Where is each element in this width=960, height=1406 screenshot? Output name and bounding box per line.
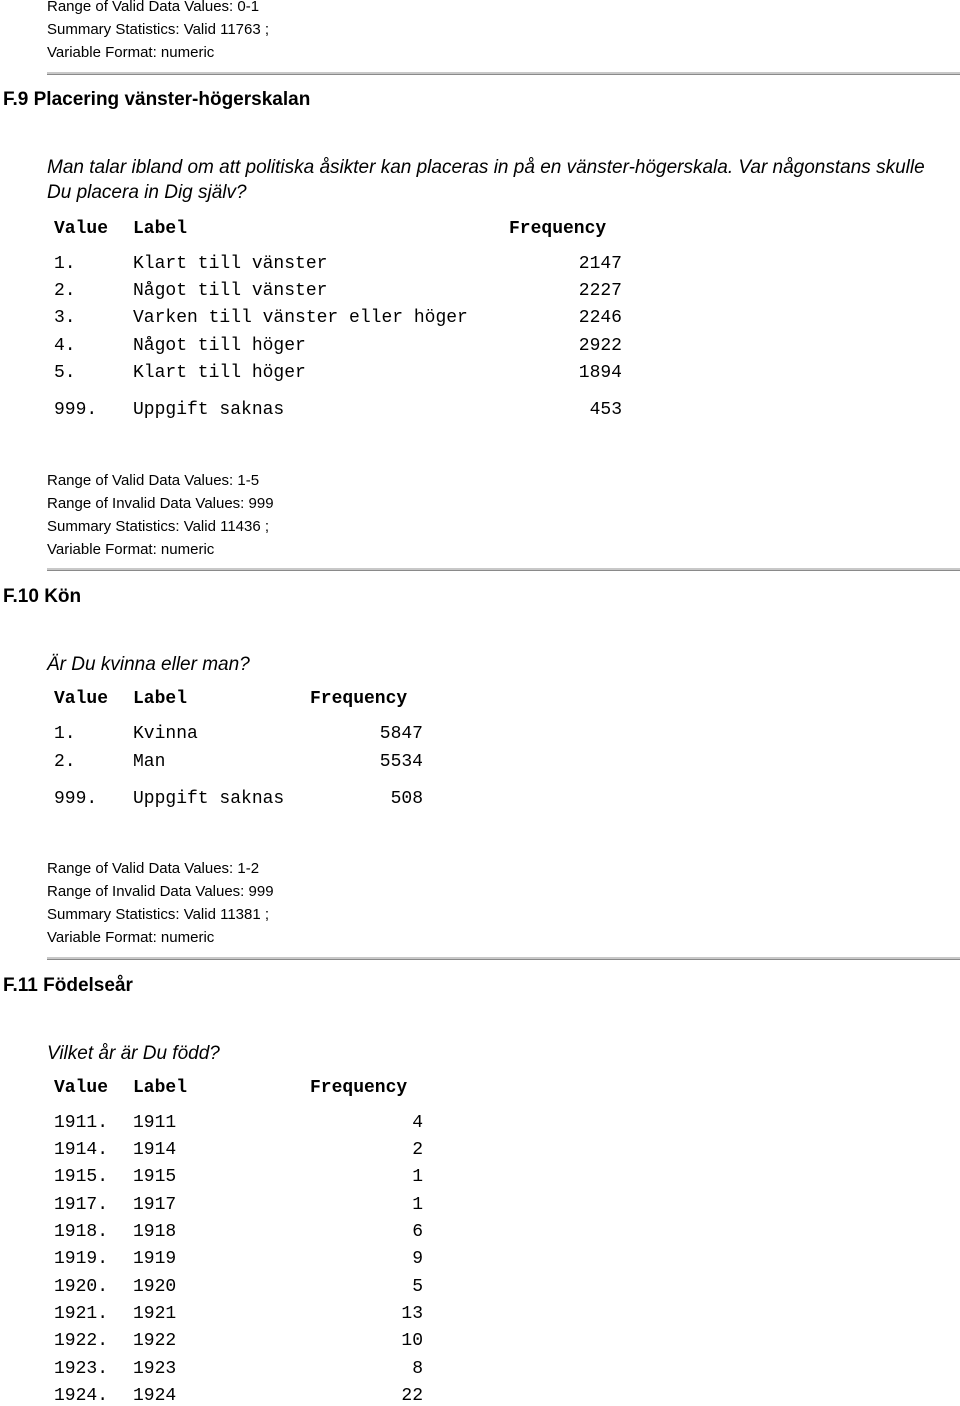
table-cell-frequency: 5847 bbox=[379, 724, 423, 744]
table-cell-label: Kvinna bbox=[133, 724, 198, 744]
column-header-frequency: Frequency bbox=[509, 219, 607, 239]
table-cell-frequency: 5 bbox=[412, 1277, 423, 1297]
table-cell-value: 3. bbox=[54, 308, 76, 328]
table-cell-frequency: 22 bbox=[401, 1386, 423, 1406]
table-cell-value: 2. bbox=[54, 752, 76, 772]
table-cell-frequency: 1 bbox=[412, 1195, 423, 1215]
table-cell-label: 1918 bbox=[133, 1222, 177, 1242]
table-cell-label: Uppgift saknas bbox=[133, 400, 285, 420]
table-cell-value: 1922. bbox=[54, 1331, 109, 1351]
section-heading-f10: F.10 Kön bbox=[3, 586, 82, 607]
table-cell-label: Klart till vänster bbox=[133, 254, 328, 274]
table-cell-value: 1. bbox=[54, 724, 76, 744]
variable-meta-f10 bbox=[47, 857, 274, 949]
table-cell-label: 1915 bbox=[133, 1167, 177, 1187]
meta-line: Summary Statistics: Valid 11436 ; bbox=[47, 518, 270, 535]
table-cell-label: Varken till vänster eller höger bbox=[133, 308, 468, 328]
table-cell-label: 1921 bbox=[133, 1304, 177, 1324]
column-header-value: Value bbox=[54, 219, 109, 239]
section-heading-f11: F.11 Födelseår bbox=[3, 975, 133, 996]
meta-line: Summary Statistics: Valid 11381 ; bbox=[47, 906, 270, 923]
table-cell-value: 1918. bbox=[54, 1222, 109, 1242]
table-cell-label: Uppgift saknas bbox=[133, 789, 285, 809]
table-cell-frequency: 10 bbox=[401, 1331, 423, 1351]
table-cell-frequency: 2 bbox=[412, 1140, 423, 1160]
meta-line: Variable Format: numeric bbox=[47, 541, 215, 558]
table-cell-frequency: 508 bbox=[390, 789, 423, 809]
table-cell-value: 1924. bbox=[54, 1386, 109, 1406]
table-cell-value: 2. bbox=[54, 281, 76, 301]
question-f10: Är Du kvinna eller man? bbox=[47, 654, 250, 675]
column-header-label: Label bbox=[133, 219, 188, 239]
column-header-label: Label bbox=[133, 689, 188, 709]
table-cell-value: 999. bbox=[54, 400, 98, 420]
question-line: Du placera in Dig själv? bbox=[47, 182, 247, 203]
section-divider bbox=[47, 72, 960, 75]
table-cell-label: Klart till höger bbox=[133, 363, 306, 383]
section-heading-f9: F.9 Placering vänster-högerskalan bbox=[3, 89, 311, 110]
table-cell-value: 999. bbox=[54, 789, 98, 809]
table-cell-label: Något till vänster bbox=[133, 281, 328, 301]
top-meta bbox=[47, 0, 269, 64]
meta-line: Range of Valid Data Values: 1-5 bbox=[47, 472, 260, 489]
table-cell-frequency: 5534 bbox=[379, 752, 423, 772]
meta-line: Variable Format: numeric bbox=[47, 929, 215, 946]
table-cell-frequency: 9 bbox=[412, 1249, 423, 1269]
meta-line: Summary Statistics: Valid 11763 ; bbox=[47, 21, 270, 38]
meta-line: Range of Valid Data Values: 1-2 bbox=[47, 860, 260, 877]
table-cell-value: 1921. bbox=[54, 1304, 109, 1324]
table-cell-value: 1917. bbox=[54, 1195, 109, 1215]
table-cell-frequency: 8 bbox=[412, 1359, 423, 1379]
column-header-frequency: Frequency bbox=[310, 1078, 408, 1098]
table-cell-label: Något till höger bbox=[133, 336, 306, 356]
table-cell-frequency: 4 bbox=[412, 1113, 423, 1133]
table-cell-value: 1923. bbox=[54, 1359, 109, 1379]
table-cell-label: 1914 bbox=[133, 1140, 177, 1160]
meta-line: Range of Invalid Data Values: 999 bbox=[47, 883, 274, 900]
question-line: Man talar ibland om att politiska åsikter kan placeras in på en vänster-högerskala. Var någonstans skulle bbox=[47, 157, 925, 178]
table-cell-label: 1922 bbox=[133, 1331, 177, 1351]
table-cell-frequency: 13 bbox=[401, 1304, 423, 1324]
table-cell-frequency: 1894 bbox=[578, 363, 622, 383]
table-cell-frequency: 2246 bbox=[578, 308, 622, 328]
table-cell-value: 1920. bbox=[54, 1277, 109, 1297]
table-cell-frequency: 2227 bbox=[578, 281, 622, 301]
meta-line: Range of Invalid Data Values: 999 bbox=[47, 495, 274, 512]
table-cell-label: Man bbox=[133, 752, 166, 772]
table-cell-value: 1914. bbox=[54, 1140, 109, 1160]
table-cell-frequency: 6 bbox=[412, 1222, 423, 1242]
table-cell-label: 1924 bbox=[133, 1386, 177, 1406]
section-divider bbox=[47, 957, 960, 960]
table-cell-value: 5. bbox=[54, 363, 76, 383]
table-cell-value: 1915. bbox=[54, 1167, 109, 1187]
table-cell-label: 1919 bbox=[133, 1249, 177, 1269]
table-cell-label: 1911 bbox=[133, 1113, 177, 1133]
table-cell-label: 1917 bbox=[133, 1195, 177, 1215]
table-cell-value: 1. bbox=[54, 254, 76, 274]
variable-meta-f9 bbox=[47, 469, 274, 561]
table-cell-value: 1919. bbox=[54, 1249, 109, 1269]
table-cell-frequency: 453 bbox=[589, 400, 622, 420]
table-cell-value: 4. bbox=[54, 336, 76, 356]
column-header-frequency: Frequency bbox=[310, 689, 408, 709]
meta-line: Range of Valid Data Values: 0-1 bbox=[47, 0, 260, 15]
column-header-value: Value bbox=[54, 1078, 109, 1098]
question-f11: Vilket år är Du född? bbox=[47, 1043, 220, 1064]
table-cell-frequency: 2147 bbox=[578, 254, 622, 274]
column-header-label: Label bbox=[133, 1078, 188, 1098]
section-divider bbox=[47, 568, 960, 571]
column-header-value: Value bbox=[54, 689, 109, 709]
meta-line: Variable Format: numeric bbox=[47, 44, 215, 61]
question-f9 bbox=[47, 155, 925, 205]
table-cell-value: 1911. bbox=[54, 1113, 109, 1133]
table-cell-label: 1920 bbox=[133, 1277, 177, 1297]
table-cell-label: 1923 bbox=[133, 1359, 177, 1379]
table-cell-frequency: 2922 bbox=[578, 336, 622, 356]
table-cell-frequency: 1 bbox=[412, 1167, 423, 1187]
